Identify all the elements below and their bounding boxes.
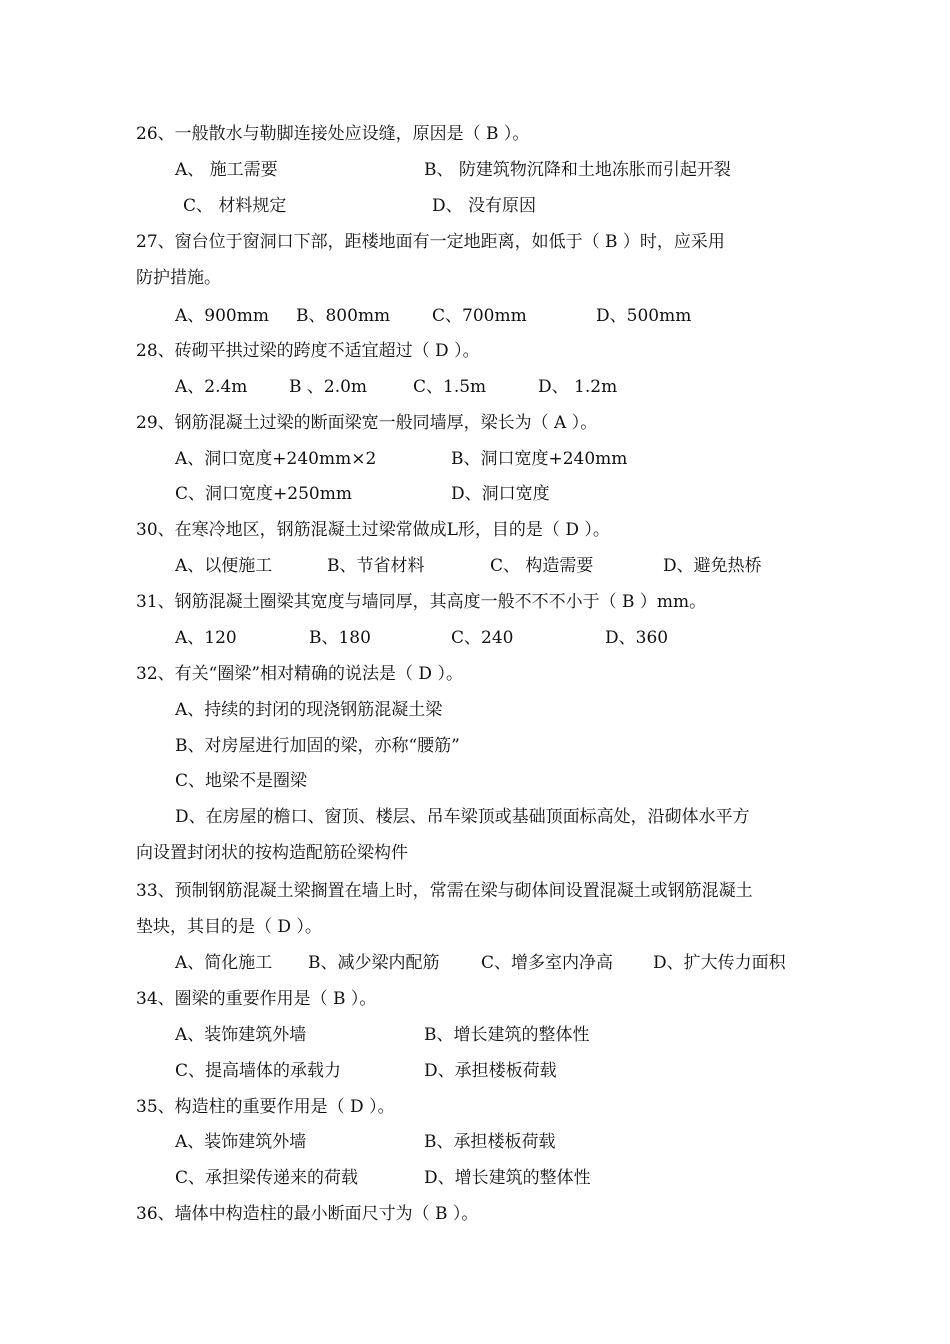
question-26-stem: 26、一般散水与勒脚连接处应设缝，原因是（ B ）。 [136, 124, 530, 144]
question-35-option-d: D、增长建筑的整体性 [424, 1168, 591, 1188]
question-32-option-d-continued: 向设置封闭状的按构造配筋砼梁构件 [136, 843, 408, 863]
question-27-stem: 27、窗台位于窗洞口下部，距楼地面有一定地距离，如低于（ B ）时，应采用 [136, 232, 725, 252]
question-28-option-a: A、2.4m [175, 377, 248, 397]
question-33-option-c: C、增多室内净高 [481, 953, 614, 973]
question-31-option-d: D、360 [605, 628, 669, 648]
question-28-stem: 28、砖砌平拱过梁的跨度不适宜超过（ D ）。 [136, 341, 480, 361]
question-34-stem: 34、圈梁的重要作用是（ B ）。 [136, 989, 377, 1009]
question-32-stem: 32、有关“圈梁”相对精确的说法是（ D ）。 [136, 664, 463, 684]
question-29-stem: 29、钢筋混凝土过梁的断面梁宽一般同墙厚，梁长为（ A ）。 [136, 413, 598, 433]
question-26-option-a: A、 施工需要 [175, 160, 278, 180]
question-26-option-d: D、 没有原因 [432, 196, 537, 216]
question-33-option-b: B、减少梁内配筋 [308, 953, 440, 973]
question-27-stem-continued: 防护措施。 [136, 268, 221, 288]
question-33-option-d: D、扩大传力面积 [653, 953, 786, 973]
question-30-option-b: B、节省材料 [327, 556, 425, 576]
question-35-stem: 35、构造柱的重要作用是（ D ）。 [136, 1097, 395, 1117]
question-28-option-b: B 、2.0m [289, 377, 368, 397]
question-32-option-a: A、持续的封闭的现浇钢筋混凝土梁 [175, 700, 443, 720]
question-29-option-d: D、洞口宽度 [451, 484, 550, 504]
question-35-option-b: B、承担楼板荷载 [424, 1132, 556, 1152]
question-27-option-b: B、800mm [296, 306, 391, 326]
question-34-option-a: A、装饰建筑外墙 [175, 1025, 307, 1045]
question-28-option-c: C、1.5m [413, 377, 487, 397]
question-29-option-b: B、洞口宽度+240mm [451, 449, 628, 469]
question-30-stem: 30、在寒冷地区，钢筋混凝土过梁常做成L形，目的是（ D ）。 [136, 520, 610, 540]
question-30-option-a: A、以便施工 [175, 556, 273, 576]
question-27-option-a: A、900mm [175, 306, 269, 326]
question-33-stem: 33、预制钢筋混凝土梁搁置在墙上时，常需在梁与砌体间设置混凝土或钢筋混凝土 [136, 881, 753, 901]
question-34-option-d: D、承担楼板荷载 [424, 1061, 557, 1081]
question-35-option-a: A、装饰建筑外墙 [175, 1132, 307, 1152]
question-31-option-a: A、120 [175, 628, 237, 648]
question-31-option-c: C、240 [451, 628, 514, 648]
question-26-option-b: B、 防建筑物沉降和土地冻胀而引起开裂 [424, 160, 731, 180]
question-32-option-c: C、地梁不是圈梁 [175, 771, 308, 791]
question-27-option-c: C、700mm [432, 306, 527, 326]
question-28-option-d: D、 1.2m [538, 377, 618, 397]
question-29-option-c: C、洞口宽度+250mm [175, 484, 352, 504]
question-34-option-b: B、增长建筑的整体性 [424, 1025, 590, 1045]
question-36-stem: 36、墙体中构造柱的最小断面尺寸为（ B ）。 [136, 1204, 479, 1224]
question-30-option-c: C、 构造需要 [490, 556, 594, 576]
question-35-option-c: C、承担梁传递来的荷载 [175, 1168, 359, 1188]
question-32-option-b: B、对房屋进行加固的梁，亦称“腰筋” [175, 736, 460, 756]
question-31-option-b: B、180 [309, 628, 371, 648]
question-29-option-a: A、洞口宽度+240mm×2 [175, 449, 377, 469]
question-30-option-d: D、避免热桥 [663, 556, 762, 576]
question-26-option-c: C、 材料规定 [183, 196, 287, 216]
question-27-option-d: D、500mm [596, 306, 692, 326]
question-31-stem: 31、钢筋混凝土圈梁其宽度与墙同厚，其高度一般不不不小于（ B ）mm。 [136, 592, 707, 612]
question-33-option-a: A、简化施工 [175, 953, 273, 973]
question-32-option-d: D、在房屋的檐口、窗顶、楼层、吊车梁顶或基础顶面标高处，沿砌体水平方 [175, 807, 750, 827]
question-33-stem-continued: 垫块，其目的是（ D ）。 [136, 917, 322, 937]
question-34-option-c: C、提高墙体的承载力 [175, 1061, 342, 1081]
